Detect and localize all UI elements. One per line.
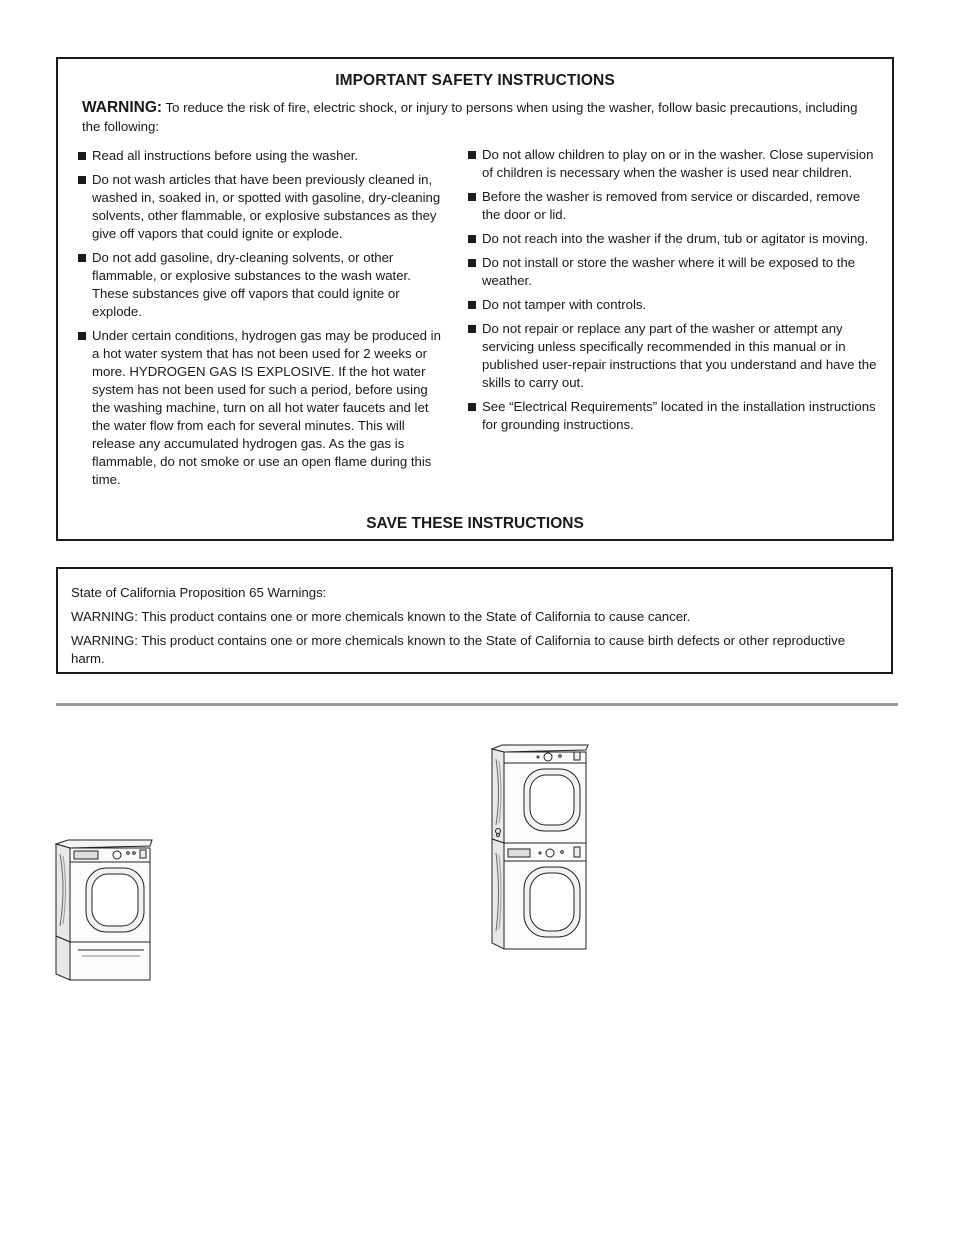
stacked-washer-dryer-illustration <box>488 743 592 953</box>
warning-text: To reduce the risk of fire, electric shock, or injury to persons when using the washer, follow basic precautions, including the following: <box>82 100 858 134</box>
list-item: Do not allow children to play on or in the washer. Close supervision of children is necessary when the washer is used near children. <box>468 146 878 182</box>
section-divider <box>56 703 898 706</box>
warning-label: WARNING: <box>82 99 163 116</box>
square-bullet-icon <box>468 193 476 201</box>
save-instructions-title: SAVE THESE INSTRUCTIONS <box>366 515 584 532</box>
square-bullet-icon <box>468 301 476 309</box>
square-bullet-icon <box>468 325 476 333</box>
list-item: Do not reach into the washer if the drum, tub or agitator is moving. <box>468 230 878 248</box>
list-item: Before the washer is removed from service or discarded, remove the door or lid. <box>468 188 878 224</box>
warning-intro <box>82 98 872 136</box>
prop65-cancer-warning: WARNING: This product contains one or more chemicals known to the State of California to cause cancer. <box>71 609 691 624</box>
list-item: Do not repair or replace any part of the washer or attempt any servicing unless specifically recommended in this manual or in published user-repair instructions that you understand and have the skills to carry out. <box>468 320 878 392</box>
square-bullet-icon <box>468 235 476 243</box>
square-bullet-icon <box>78 332 86 340</box>
list-item: Do not install or store the washer where it will be exposed to the weather. <box>468 254 878 290</box>
list-item: See “Electrical Requirements” located in the installation instructions for grounding instructions. <box>468 398 878 434</box>
safety-title: IMPORTANT SAFETY INSTRUCTIONS <box>335 72 615 89</box>
list-item: Do not wash articles that have been previously cleaned in, washed in, soaked in, or spotted with gasoline, dry-cleaning solvents, other flammable, or explosive substances as they give off vapors that could ignite or explode. <box>78 171 443 243</box>
safety-instructions-box <box>56 57 894 541</box>
list-item: Do not tamper with controls. <box>468 296 878 314</box>
washer-on-pedestal-illustration <box>52 838 158 984</box>
square-bullet-icon <box>78 254 86 262</box>
list-item: Under certain conditions, hydrogen gas may be produced in a hot water system that has not been used for 2 weeks or more. HYDROGEN GAS IS EXPLOSIVE. If the hot water system has not been used for such a period, before using the washing machine, turn on all hot water faucets and let the water flow from each for several minutes. This will release any accumulated hydrogen gas. As the gas is flammable, do not smoke or use an open flame during this time. <box>78 327 443 489</box>
square-bullet-icon <box>468 151 476 159</box>
left-instructions-column <box>78 147 443 495</box>
right-instructions-column <box>468 146 878 440</box>
square-bullet-icon <box>78 176 86 184</box>
square-bullet-icon <box>468 259 476 267</box>
square-bullet-icon <box>468 403 476 411</box>
list-item: Do not add gasoline, dry-cleaning solvents, or other flammable, or explosive substances to the wash water. These substances give off vapors that could ignite or explode. <box>78 249 443 321</box>
prop65-heading: State of California Proposition 65 Warnings: <box>71 585 327 600</box>
prop65-reproductive-warning: WARNING: This product contains one or more chemicals known to the State of California to cause birth defects or other reproductive harm. <box>71 633 846 666</box>
list-item: Read all instructions before using the washer. <box>78 147 443 165</box>
prop65-warnings-box <box>56 567 893 674</box>
square-bullet-icon <box>78 152 86 160</box>
